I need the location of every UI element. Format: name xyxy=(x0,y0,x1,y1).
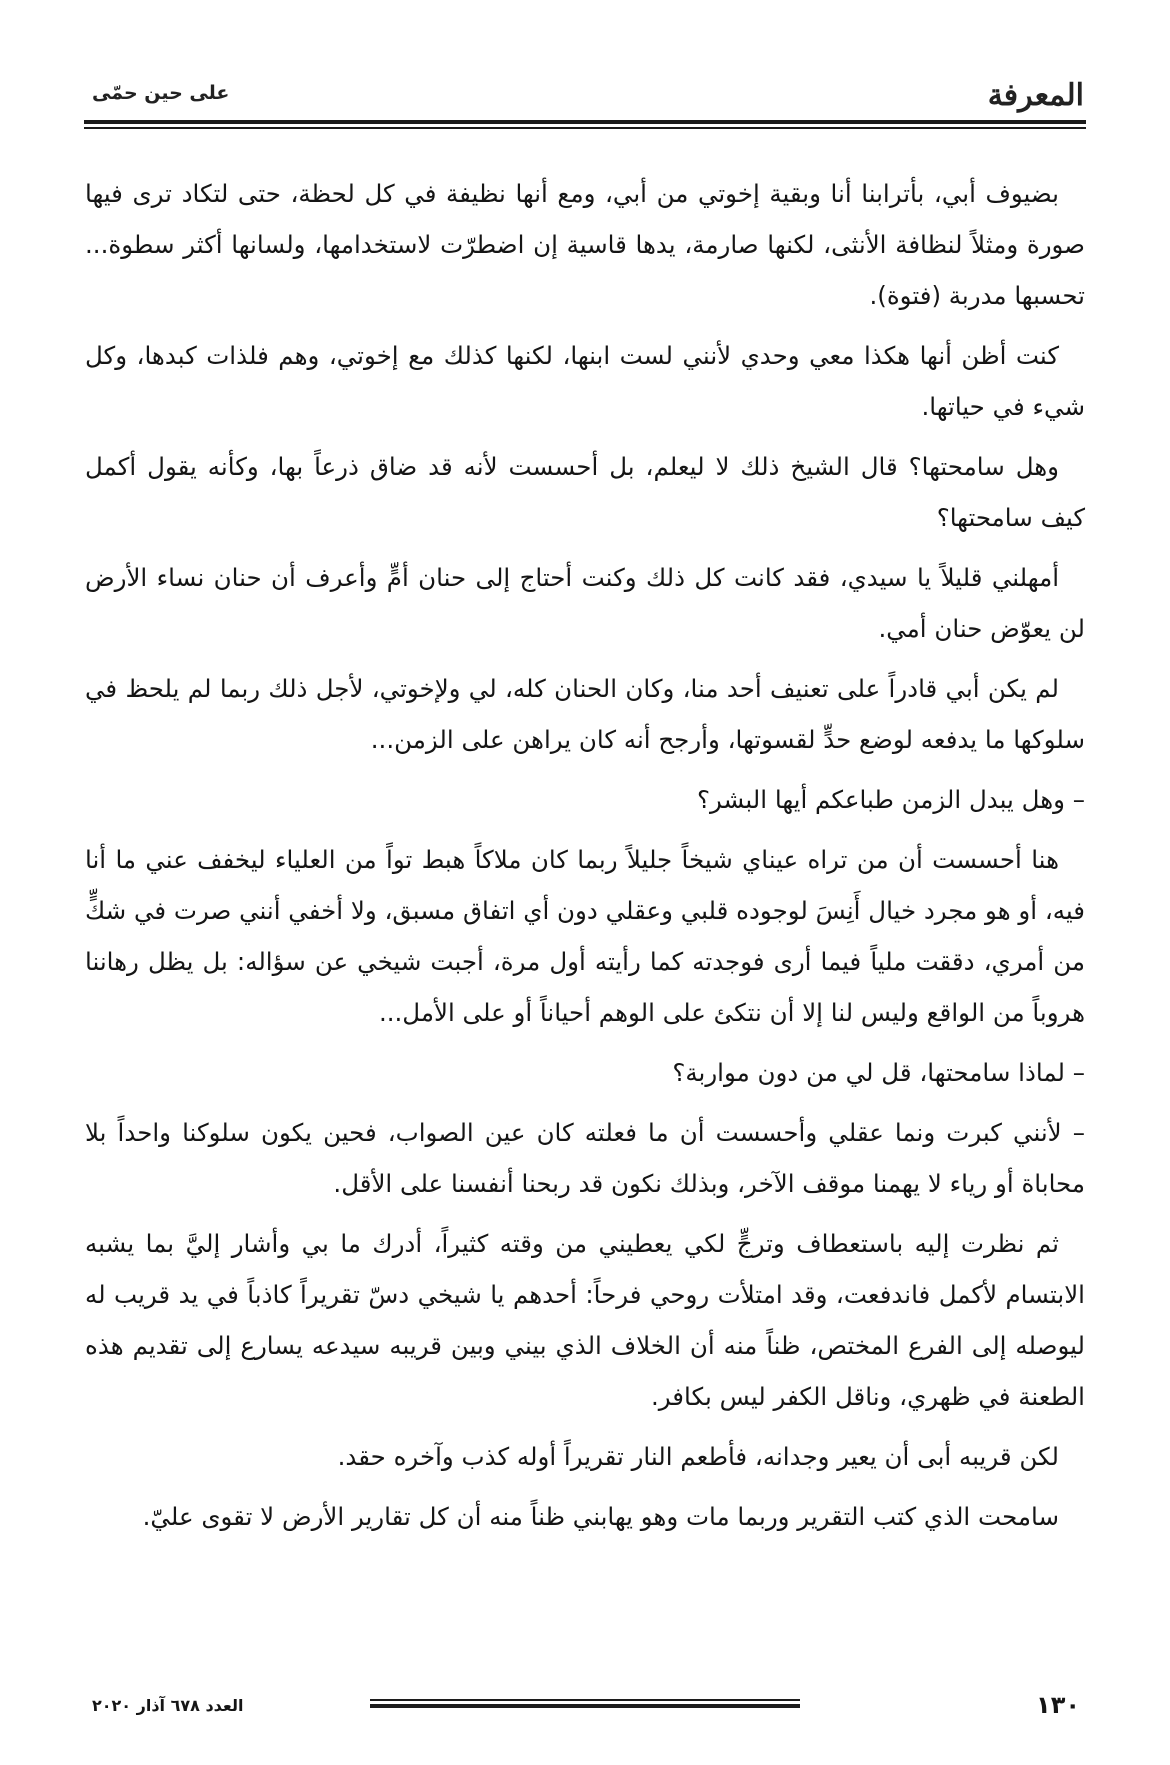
paragraph: سامحت الذي كتب التقرير وربما مات وهو يهابني ظناً منه أن كل تقارير الأرض لا تقوى عليّ. xyxy=(142,1502,1059,1531)
running-title: على حين حمّى xyxy=(92,82,230,104)
paragraph: لم يكن أبي قادراً على تعنيف أحد منا، وكان الحنان كله، لي ولإخوتي، لأجل ذلك ربما لم يلحظ في سلوكها ما يدفعه لوضع حدٍّ لقسوتها، وأرجح أنه كان يراهن على الزمن... xyxy=(85,674,1085,754)
paragraph: لكن قريبه أبى أن يعير وجدانه، فأطعم النار تقريراً أوله كذب وآخره حقد. xyxy=(337,1442,1059,1471)
dialogue-line: – لأنني كبرت ونما عقلي وأحسست أن ما فعلته كان عين الصواب، فحين يكون سلوكنا واحداً بلا محاباة أو رياء لا يهمنا موقف الآخر، وبذلك نكون قد ربحنا أنفسنا على الأقل. xyxy=(85,1118,1085,1198)
footer-divider xyxy=(370,1699,800,1708)
paragraph: وهل سامحتها؟ قال الشيخ ذلك لا ليعلم، بل أحسست لأنه قد ضاق ذرعاً بها، وكأنه يقول أكمل كيف سامحتها؟ xyxy=(85,452,1085,532)
paragraph: هنا أحسست أن من تراه عيناي شيخاً جليلاً ربما كان ملاكاً هبط تواً من العلياء ليخفف عني ما أنا فيه، أو هو مجرد خيال أَنِسَ لوجوده قلبي وعقلي دون أي اتفاق مسبق، ولا أخفي أنني صرت في شكٍّ من أمري، دققت ملياً فيما أرى فوجدته كما رأيته أول مرة، أجبت شيخي عن سؤاله: بل يظل رهاننا هروباً من الواقع وليس لنا إلا أن نتكئ على الوهم أحياناً أو على الأمل... xyxy=(85,845,1085,1027)
dialogue-line: – وهل يبدل الزمن طباعكم أيها البشر؟ xyxy=(697,785,1085,814)
paragraph: ثم نظرت إليه باستعطاف وترجٍّ لكي يعطيني من وقته كثيراً، أدرك ما بي وأشار إليَّ بما يشبه الابتسام لأكمل فاندفعت، وقد امتلأت روحي فرحاً: أحدهم يا شيخي دسّ تقريراً كاذباً في يد قريب له ليوصله إلى الفرع المختص، ظناً منه أن الخلاف الذي بيني وبين قريبه سيدعه يسارع إلى تقديم هذه الطعنة في ظهري، وناقل الكفر ليس بكافر. xyxy=(85,1229,1085,1411)
issue-info: العدد ٦٧٨ آذار ٢٠٢٠ xyxy=(92,1696,244,1715)
page-number: ١٣٠ xyxy=(1036,1691,1080,1719)
magazine-logo: المعرفة xyxy=(987,78,1084,113)
article-body xyxy=(85,168,1085,1551)
paragraph: بضيوف أبي، بأترابنا أنا وبقية إخوتي من أبي، ومع أنها نظيفة في كل لحظة، حتى لتكاد ترى فيها صورة ومثلاً لنظافة الأنثى، لكنها صارمة، يدها قاسية إن اضطرّت لاستخدامها، ولسانها أكثر سطوة... تحسبها مدربة (فتوة). xyxy=(85,179,1085,310)
paragraph: كنت أظن أنها هكذا معي وحدي لأنني لست ابنها، لكنها كذلك مع إخوتي، وهم فلذات كبدها، وكل شيء في حياتها. xyxy=(85,341,1085,421)
header-divider xyxy=(84,120,1086,129)
dialogue-line: – لماذا سامحتها، قل لي من دون مواربة؟ xyxy=(672,1058,1085,1087)
paragraph: أمهلني قليلاً يا سيدي، فقد كانت كل ذلك وكنت أحتاج إلى حنان أمٍّ وأعرف أن حنان نساء الأرض لن يعوّض حنان أمي. xyxy=(85,563,1085,643)
